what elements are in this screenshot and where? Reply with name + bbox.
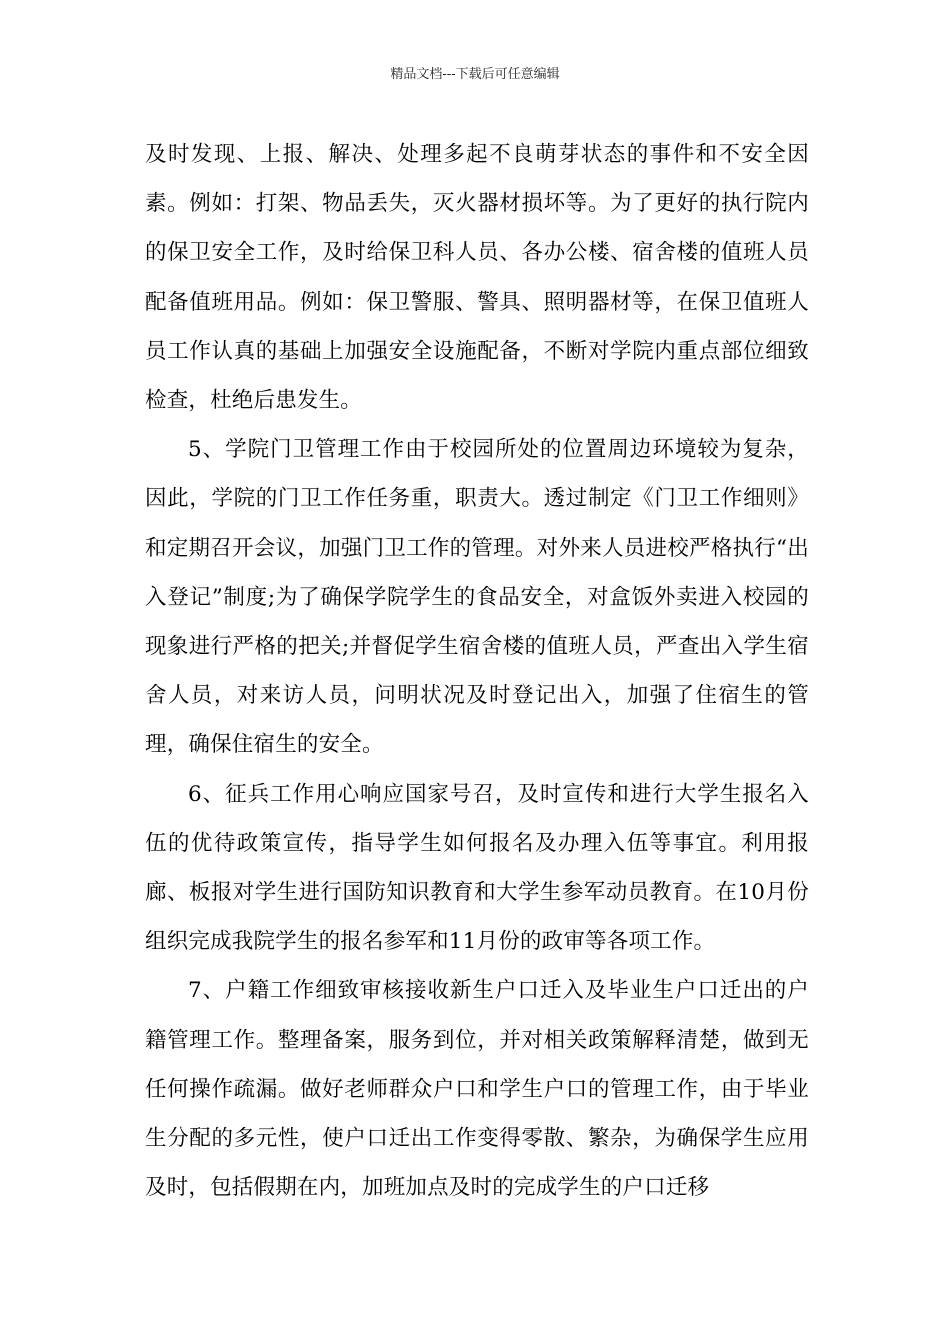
paragraph-conscription: 6、征兵工作用心响应国家号召，及时宣传和进行大学生报名入伍的优待政策宣传，指导学生如何报名及办理入伍等事宜。利用报廊、板报对学生进行国防知识教育和大学生参军动员教育。在10月份组织完成我院学生的报名参军和11月份的政审等各项工作。 xyxy=(145,781,809,955)
paragraph-gate-management: 5、学院门卫管理工作由于校园所处的位置周边环境较为复杂，因此，学院的门卫工作任务重，职责大。透过制定《门卫工作细则》和定期召开会议，加强门卫工作的管理。对外来人员进校严格执行“出入登记”制度;为了确保学院学生的食品安全，对盒饭外卖进入校园的现象进行严格的把关;并督促学生宿舍楼的值班人员，严查出入学生宿舍人员，对来访人员，问明状况及时登记出入，加强了住宿生的管理，确保住宿生的安全。 xyxy=(145,437,809,758)
paragraph-security-continued: 及时发现、上报、解决、处理多起不良萌芽状态的事件和不安全因素。例如：打架、物品丢失，灭火器材损坏等。为了更好的执行院内的保卫安全工作，及时给保卫科人员、各办公楼、宿舍楼的值班人员配备值班用品。例如：保卫警服、警具、照明器材等，在保卫值班人员工作认真的基础上加强安全设施配备，不断对学院内重点部位细致检查，杜绝后患发生。 xyxy=(145,142,809,414)
paragraph-household-registration: 7、户籍工作细致审核接收新生户口迁入及毕业生户口迁出的户籍管理工作。整理备案，服务到位，并对相关政策解释清楚，做到无任何操作疏漏。做好老师群众户口和学生户口的管理工作，由于毕业生分配的多元性，使户口迁出工作变得零散、繁杂，为确保学生应用及时，包括假期在内，加班加点及时的完成学生的户口迁移 xyxy=(145,978,809,1201)
document-body xyxy=(145,130,809,1212)
page-header: 精品文档---下载后可任意编辑 xyxy=(390,67,560,82)
